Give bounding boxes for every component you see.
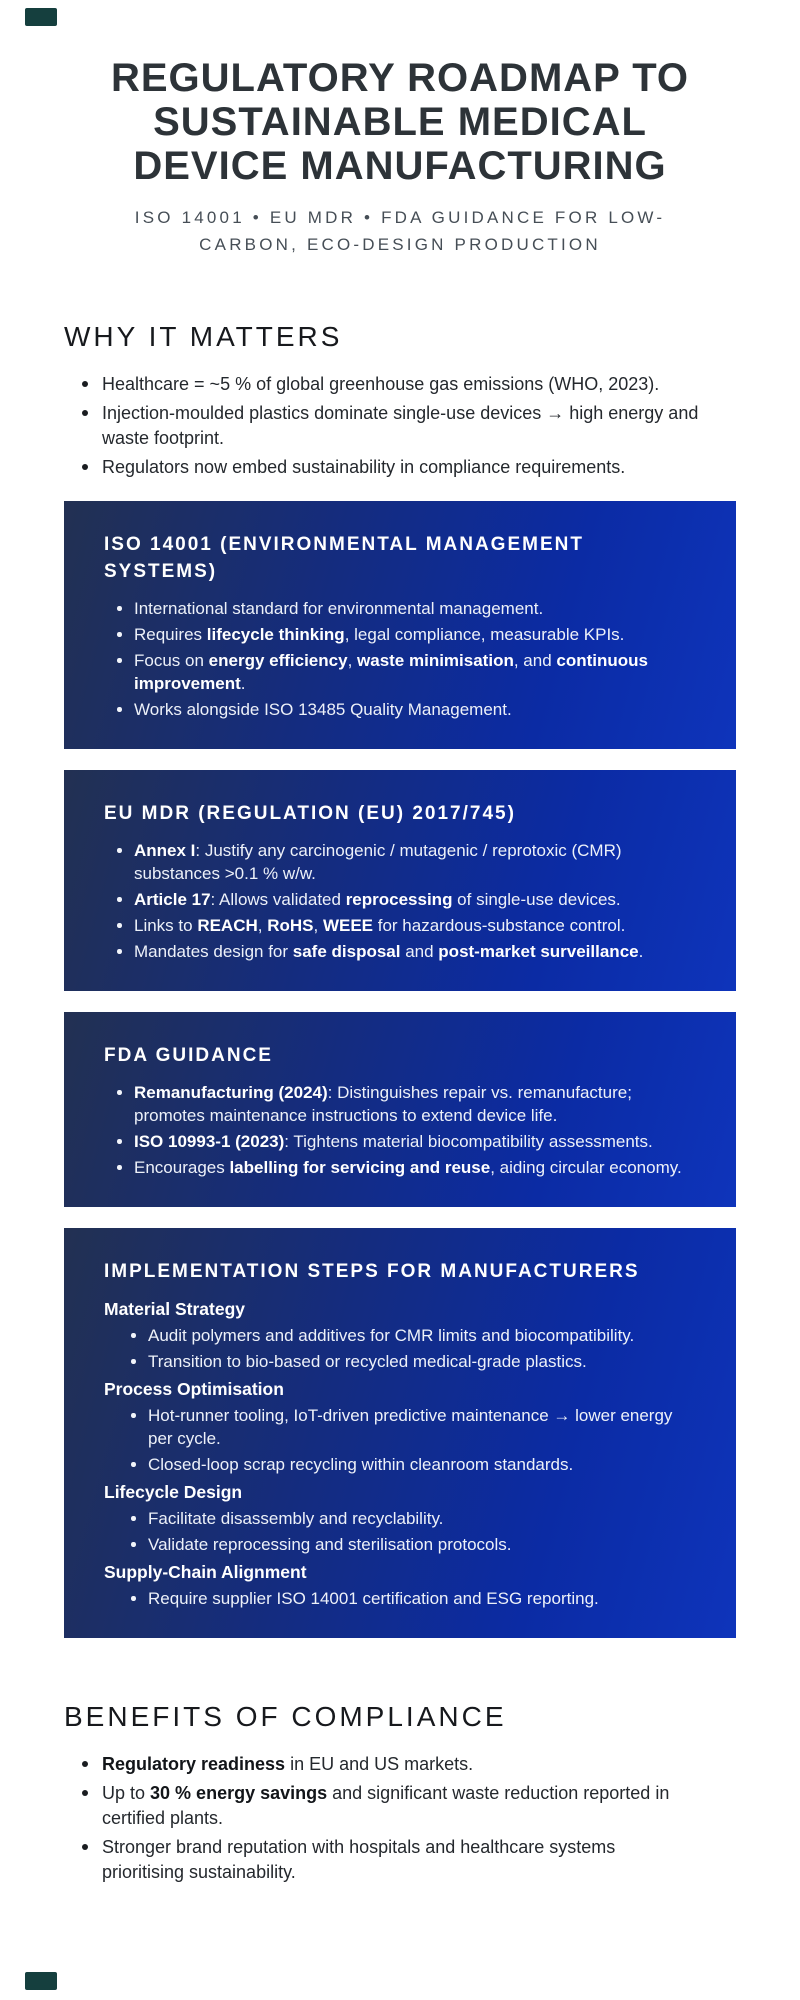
bold-text: RoHS <box>267 916 314 935</box>
text: : Tightens material biocompatibility assessments. <box>284 1132 653 1151</box>
text: of single-use devices. <box>452 890 621 909</box>
step-group <box>104 1377 696 1476</box>
text: : Justify any carcinogenic / mutagenic / reprotoxic (CMR) substances >0.1 % w/w. <box>134 841 622 883</box>
text: Stronger brand reputation with hospitals and healthcare systems prioritising sustainability. <box>102 1837 616 1882</box>
bold-text: reprocessing <box>345 890 453 909</box>
iso-14001-card <box>64 501 736 749</box>
implementation-steps-card <box>64 1228 736 1638</box>
bullet-item <box>128 1350 696 1373</box>
bullet-item <box>114 698 696 721</box>
bullet-list <box>104 1587 696 1610</box>
text: . <box>240 674 246 693</box>
bullet-list <box>104 1081 696 1179</box>
page-title-line: DEVICE MANUFACTURING <box>133 144 667 188</box>
bullet-item <box>114 1156 696 1179</box>
bold-text: safe disposal <box>292 942 401 961</box>
text: and significant waste reduction reported in certified plants. <box>102 1783 670 1828</box>
page-subtitle <box>40 204 760 258</box>
text: and <box>400 942 439 961</box>
text: Audit polymers and additives for CMR limits and biocompatibility. <box>148 1326 635 1345</box>
bold-text: lifecycle thinking <box>206 625 345 644</box>
bullet-item <box>128 1507 696 1530</box>
bold-text: REACH <box>197 916 258 935</box>
bold-text: Remanufacturing (2024) <box>134 1083 328 1102</box>
bullet-item <box>80 401 702 451</box>
page-subtitle-line: CARBON, ECO-DESIGN PRODUCTION <box>199 235 601 254</box>
text: : Distinguishes repair vs. remanufacture; promotes maintenance instructions to extend device life. <box>134 1083 632 1125</box>
bullet-item <box>128 1324 696 1347</box>
section-heading: ISO 14001 (ENVIRONMENTAL MANAGEMENT SYSTEMS) <box>104 534 584 582</box>
text: Require supplier ISO 14001 certification and ESG reporting. <box>148 1589 599 1608</box>
bullet-item <box>114 914 696 937</box>
section-heading: FDA GUIDANCE <box>104 1045 273 1066</box>
bullet-item <box>114 940 696 963</box>
step-group-label: Supply-Chain Alignment <box>104 1562 307 1582</box>
step-group-label: Lifecycle Design <box>104 1482 243 1502</box>
corner-mark-bottom <box>25 1972 57 1990</box>
section-heading: IMPLEMENTATION STEPS FOR MANUFACTURERS <box>104 1261 640 1282</box>
page-title-line: SUSTAINABLE MEDICAL <box>153 100 647 144</box>
bullet-item <box>128 1453 696 1476</box>
text: Mandates design for <box>134 942 293 961</box>
bold-text: 30 % energy savings <box>150 1783 328 1803</box>
text: for hazardous-substance control. <box>373 916 626 935</box>
text: Requires <box>134 625 207 644</box>
text: Transition to bio-based or recycled medical-grade plastics. <box>148 1352 587 1371</box>
text: , <box>313 916 323 935</box>
bullet-item <box>114 597 696 620</box>
text: Focus on <box>134 651 209 670</box>
text: , <box>257 916 268 935</box>
bold-text: post-market surveillance <box>438 942 639 961</box>
text: Injection-moulded plastics dominate single-use devices → high energy and waste footprint. <box>102 403 699 448</box>
bullet-list <box>64 372 736 480</box>
text: , aiding circular economy. <box>490 1158 682 1177</box>
bullet-list <box>104 839 696 963</box>
bold-text: Annex I <box>134 841 196 860</box>
bullet-item <box>80 1781 702 1831</box>
text: , <box>347 651 358 670</box>
eu-mdr-card <box>64 770 736 991</box>
text: Facilitate disassembly and recyclability. <box>148 1509 444 1528</box>
bullet-item <box>80 1835 702 1885</box>
bullet-list <box>104 597 696 721</box>
bullet-item <box>114 649 696 695</box>
bullet-item <box>128 1404 696 1450</box>
section-heading: EU MDR (REGULATION (EU) 2017/745) <box>104 803 516 824</box>
bullet-item <box>114 1130 696 1153</box>
text: Validate reprocessing and sterilisation protocols. <box>148 1535 512 1554</box>
page-title-line: REGULATORY ROADMAP TO <box>110 56 690 100</box>
bullet-item <box>114 888 696 911</box>
bullet-list <box>104 1324 696 1373</box>
bold-text: waste minimisation <box>357 651 514 670</box>
bullet-item <box>128 1587 696 1610</box>
step-group <box>104 1297 696 1373</box>
page-subtitle-line: ISO 14001 • EU MDR • FDA GUIDANCE FOR LOW- <box>134 208 666 227</box>
bold-text: labelling for servicing and reuse <box>229 1158 491 1177</box>
text: Links to <box>134 916 198 935</box>
text: , legal compliance, measurable KPIs. <box>344 625 625 644</box>
text: Up to <box>102 1783 151 1803</box>
benefits-section <box>64 1700 736 1885</box>
text: Hot-runner tooling, IoT-driven predictive maintenance → lower energy per cycle. <box>148 1406 673 1448</box>
text: in EU and US markets. <box>285 1754 474 1774</box>
bold-text: Article 17 <box>134 890 211 909</box>
text: Regulators now embed sustainability in compliance requirements. <box>102 457 626 477</box>
text: Closed-loop scrap recycling within cleanroom standards. <box>148 1455 574 1474</box>
text: International standard for environmental management. <box>134 599 544 618</box>
step-group-label: Material Strategy <box>104 1299 246 1319</box>
step-group-label: Process Optimisation <box>104 1379 284 1399</box>
text: Works alongside ISO 13485 Quality Management. <box>134 700 512 719</box>
bold-text: Regulatory readiness <box>102 1754 286 1774</box>
page-title <box>48 56 752 188</box>
text: , and <box>513 651 557 670</box>
step-group <box>104 1480 696 1556</box>
why-it-matters-section <box>64 320 736 480</box>
bullet-item <box>114 1081 696 1127</box>
text: Healthcare = ~5 % of global greenhouse gas emissions (WHO, 2023). <box>102 374 660 394</box>
text: . <box>638 942 644 961</box>
content-sections <box>0 320 800 1885</box>
bullet-item <box>114 839 696 885</box>
bold-text: ISO 10993-1 (2023) <box>134 1132 285 1151</box>
bullet-list <box>64 1752 736 1885</box>
text: : Allows validated <box>210 890 346 909</box>
text: Encourages <box>134 1158 230 1177</box>
bold-text: energy efficiency <box>208 651 348 670</box>
bullet-item <box>80 455 702 480</box>
bullet-item <box>128 1533 696 1556</box>
section-heading: WHY IT MATTERS <box>64 321 343 352</box>
fda-guidance-card <box>64 1012 736 1207</box>
bold-text: WEEE <box>322 916 374 935</box>
bullet-item <box>80 372 702 397</box>
step-group <box>104 1560 696 1610</box>
section-heading: BENEFITS OF COMPLIANCE <box>64 1701 507 1732</box>
bullet-item <box>114 623 696 646</box>
bold-text: continuous improvement <box>134 651 648 693</box>
bullet-list <box>104 1404 696 1476</box>
bullet-list <box>104 1507 696 1556</box>
corner-mark-top <box>25 8 57 26</box>
bullet-item <box>80 1752 702 1777</box>
